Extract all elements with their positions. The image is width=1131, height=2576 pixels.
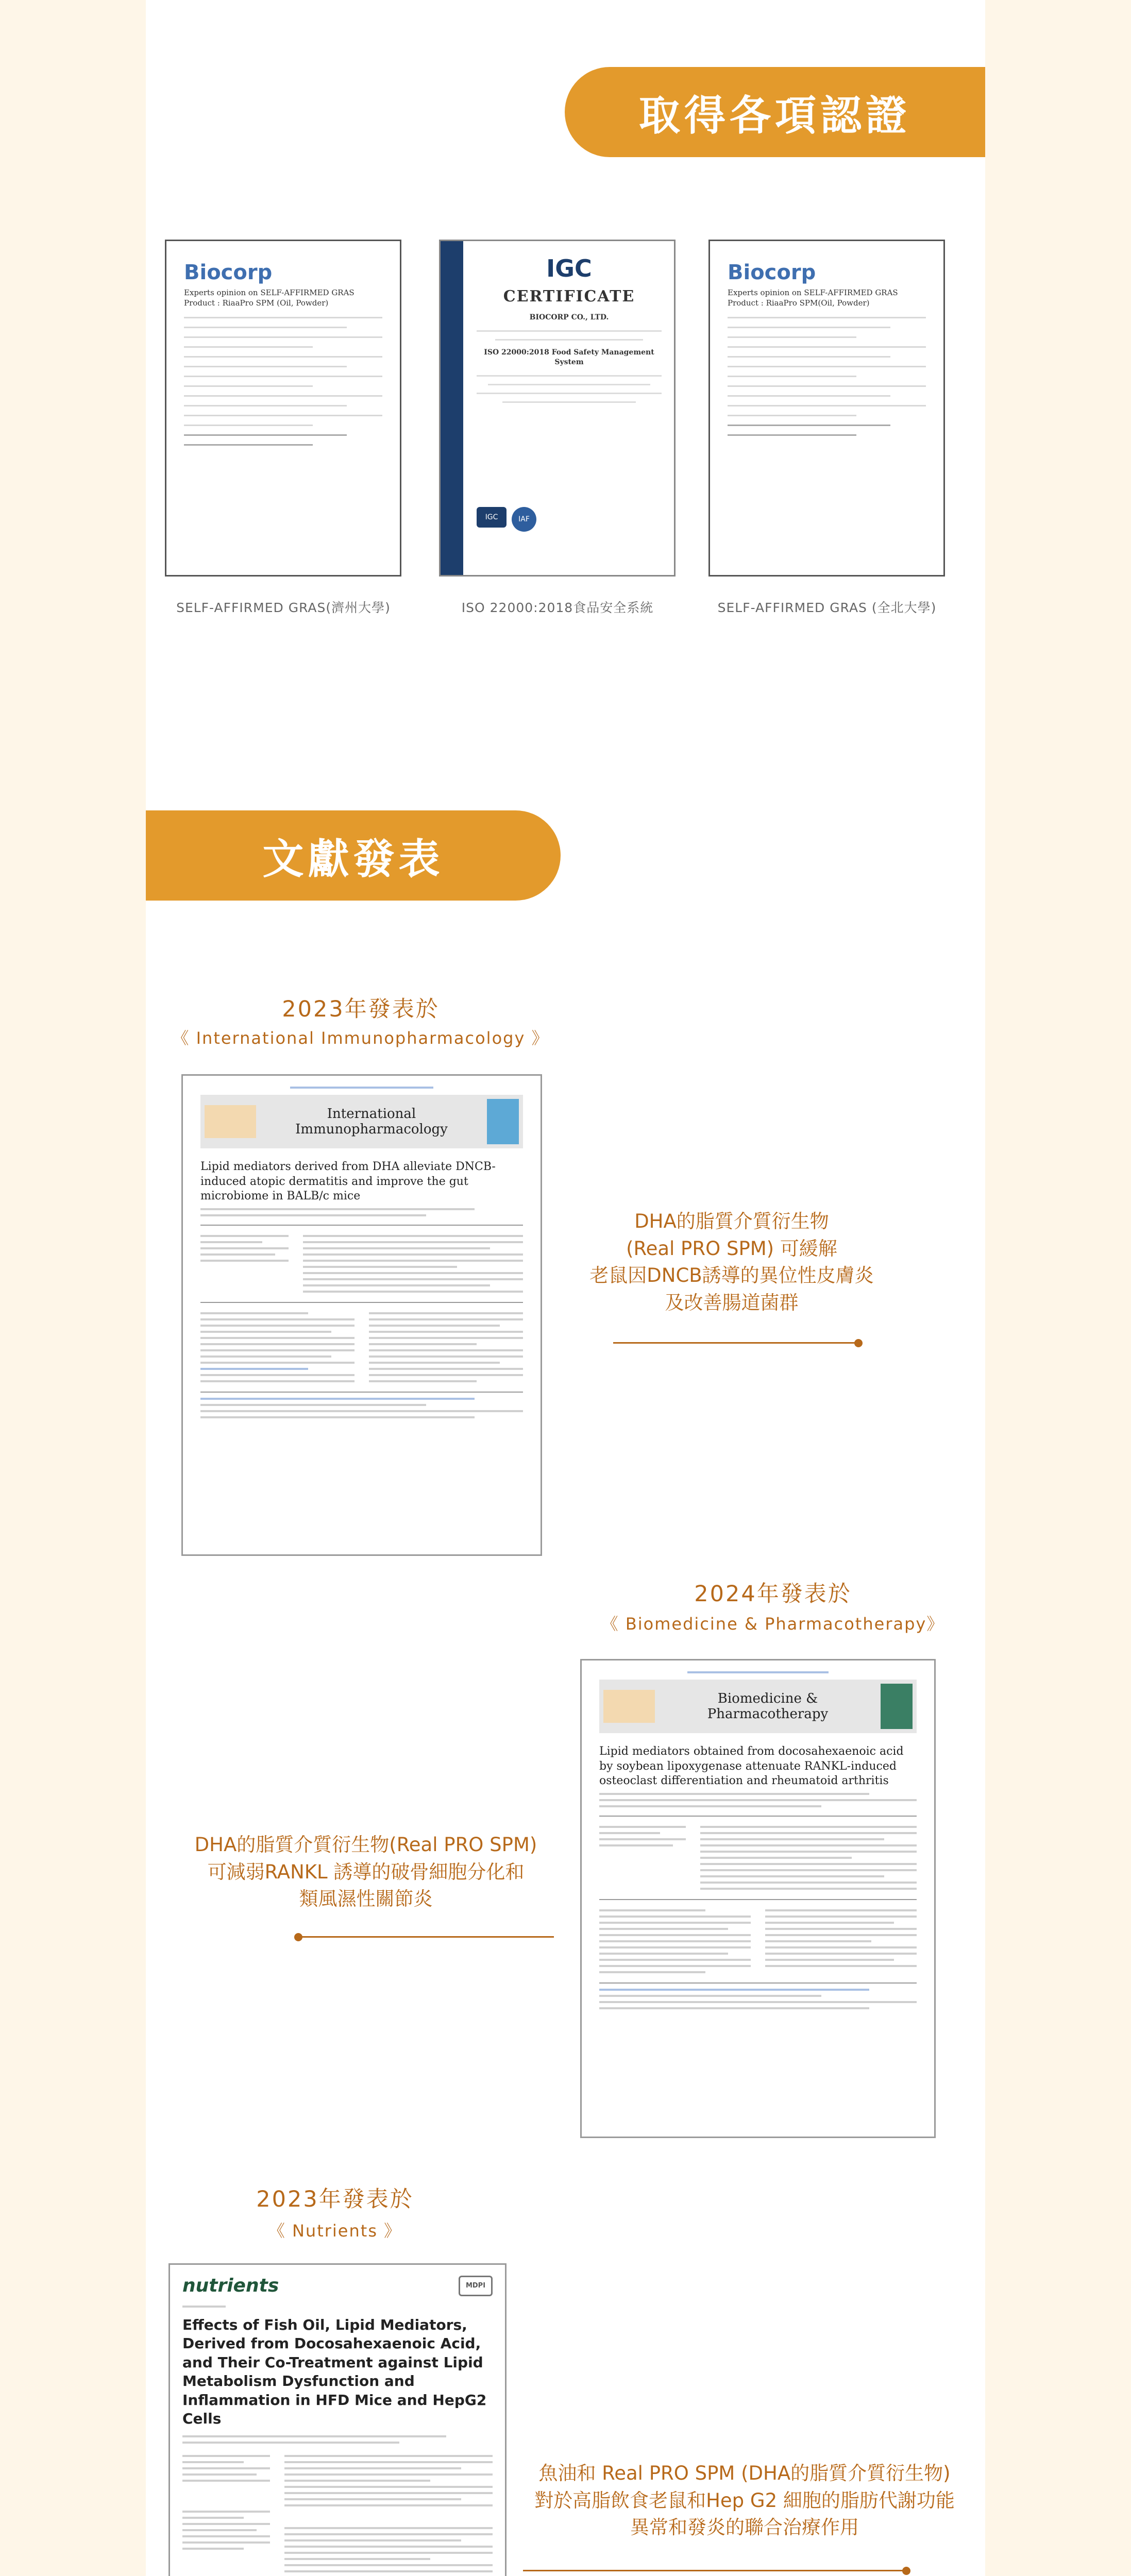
iaf-mark-icon: IAF: [512, 507, 536, 532]
certificate-caption-iso: ISO 22000:2018食品安全系統: [461, 600, 654, 615]
certificate-caption-jeonbuk: SELF-AFFIRMED GRAS (全北大學): [717, 600, 937, 615]
certifications-header: 取得各項認證: [565, 67, 985, 157]
publication-1-year: 2023年發表於: [282, 996, 440, 1022]
publication-3-description: 魚油和 Real PRO SPM (DHA的脂質介質衍生物) 對於高脂飲食老鼠和Hep G2 細胞的脂肪代謝功能 異常和發炎的聯合治療作用: [534, 2462, 955, 2539]
certificate-title: CERTIFICATE: [503, 287, 635, 306]
certificate-heading: Experts opinion on SELF-AFFIRMED GRAS Product : RiaaPro SPM(Oil, Powder): [728, 288, 898, 308]
publication-2-year: 2024年發表於: [694, 1581, 852, 1607]
certificate-standard: ISO 22000:2018 Food Safety Management System: [484, 348, 654, 367]
paper-title: Lipid mediators derived from DHA alleviate DNCB-induced atopic dermatitis and improve the gut microbiome in BALB/c mice: [200, 1160, 496, 1203]
paper-journal-name: Biomedicine & Pharmacotherapy: [707, 1691, 829, 1722]
publication-3-paper[interactable]: [168, 2263, 507, 2576]
nutrients-logo: nutrients: [182, 2275, 279, 2296]
publication-2-paper[interactable]: [580, 1659, 936, 2138]
certificate-company: BIOCORP CO., LTD.: [529, 313, 609, 321]
biocorp-logo: Biocorp: [728, 261, 816, 284]
publication-2-timeline: [296, 1936, 554, 1938]
publications-header: 文獻發表: [146, 810, 561, 901]
publication-1-timeline: [613, 1342, 860, 1344]
certificate-heading: Experts opinion on SELF-AFFIRMED GRAS Product : RiaaPro SPM (Oil, Powder): [184, 288, 355, 308]
journal-cover-icon: [881, 1684, 913, 1729]
certificate-border-stripe: [441, 241, 463, 575]
journal-cover-icon: [487, 1099, 519, 1144]
publication-3-journal: 《 Nutrients 》: [268, 2221, 402, 2241]
certificate-gras-jeju[interactable]: [165, 240, 401, 577]
certificate-gras-jeonbuk[interactable]: [708, 240, 945, 577]
igc-logo: IGC: [546, 255, 592, 282]
paper-title: Effects of Fish Oil, Lipid Mediators, Derived from Docosahexaenoic Acid, and Their Co-Treatment against Lipid Metabolism Dysfunction and Inflammation in HFD Mice and HepG2 Cells: [182, 2316, 487, 2427]
publication-1-paper[interactable]: [181, 1074, 542, 1556]
publication-1-journal: 《 International Immunopharmacology 》: [172, 1028, 549, 1048]
igc-mark-icon: IGC: [477, 507, 507, 528]
elsevier-logo-icon: [603, 1690, 655, 1723]
publication-1-description: DHA的脂質介質衍生物 (Real PRO SPM) 可緩解 老鼠因DNCB誘導的異位性皮膚炎 及改善腸道菌群: [589, 1210, 874, 1314]
publication-3-timeline: [523, 2570, 908, 2571]
paper-journal-name: International Immunopharmacology: [295, 1106, 448, 1137]
publication-2-journal: 《 Biomedicine & Pharmacotherapy》: [601, 1614, 944, 1634]
paper-title: Lipid mediators obtained from docosahexaenoic acid by soybean lipoxygenase attenuate RANKL-induced osteoclast differentiation and rheumatoid arthritis: [599, 1745, 904, 1788]
biocorp-logo: Biocorp: [184, 261, 273, 284]
mdpi-logo: MDPI: [459, 2276, 493, 2296]
publication-2-description: DHA的脂質介質衍生物(Real PRO SPM) 可減弱RANKL 誘導的破骨細胞分化和 類風濕性關節炎: [194, 1834, 537, 1910]
certificate-caption-jeju: SELF-AFFIRMED GRAS(濟州大學): [176, 600, 391, 615]
certificate-iso-22000[interactable]: [439, 240, 676, 577]
elsevier-logo-icon: [205, 1105, 256, 1138]
publication-3-year: 2023年發表於: [256, 2187, 414, 2212]
